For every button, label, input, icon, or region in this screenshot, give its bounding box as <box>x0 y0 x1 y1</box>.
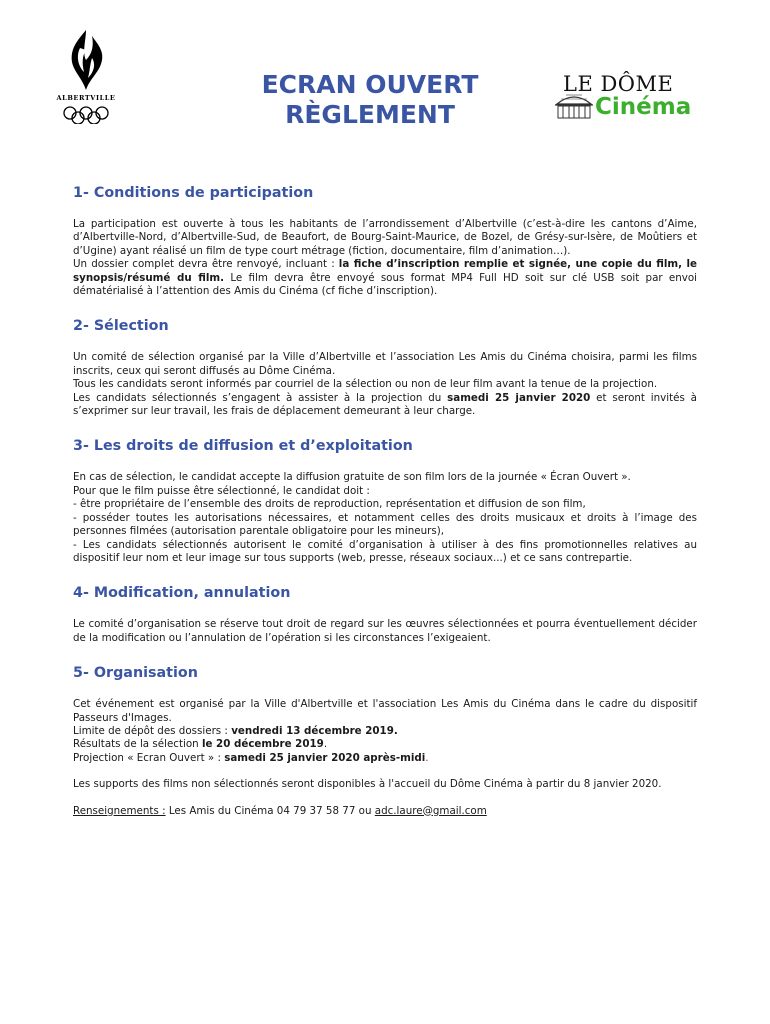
dome-building-icon <box>553 88 595 120</box>
s2-paragraph-1: Un comité de sélection organisé par la Ville d’Albertville et l’association Les Amis du Cinéma choisira, parmi les films inscrits, ceux qui seront diffusés au Dôme Cinéma. <box>73 351 697 377</box>
s1-paragraph-2: Un dossier complet devra être renvoyé, incluant : la fiche d’inscription remplie et signée, une copie du film, le synopsis/résumé du film. Le film devra être envoyé sous format MP4 Full HD soit sur clé USB soit par envoi dématérialisé à l’attention des Amis du Cinéma (cf fiche d’inscription). <box>73 258 697 298</box>
section-2-heading: 2- Sélection <box>73 318 169 335</box>
s5-projection: Projection « Ecran Ouvert » : samedi 25 janvier 2020 après-midi. <box>73 751 429 764</box>
title-line-1: ECRAN OUVERT <box>261 70 479 99</box>
s4-paragraph-1: Le comité d’organisation se réserve tout droit de regard sur les œuvres sélectionnées et pourra éventuellement décider de la modification ou l’annulation de l’opération si les circonstances l’exigeaient. <box>73 618 697 644</box>
albertville-logo <box>56 28 116 126</box>
contact-line: Renseignements : Les Amis du Cinéma 04 79 37 58 77 ou adc.laure@gmail.com <box>73 804 487 817</box>
s2-paragraph-3: Les candidats sélectionnés s’engagent à assister à la projection du samedi 25 janvier 2020 et seront invités à s’exprimer sur leur travail, les frais de déplacement demeurant à leur charge. <box>73 391 697 418</box>
logo-line-1: LE DÔME <box>563 72 674 96</box>
section-4-heading: 4- Modification, annulation <box>73 585 291 602</box>
s5-paragraph-1: Cet événement est organisé par la Ville d'Albertville et l'association Les Amis du Cinéma dans le cadre du dispositif Passeurs d'Images. <box>73 698 697 724</box>
title-line-2: RÈGLEMENT <box>285 100 455 129</box>
document-body <box>73 183 697 818</box>
contact-label: Renseignements : <box>73 804 166 817</box>
contact-email-link[interactable]: adc.laure@gmail.com <box>374 804 487 817</box>
s3-paragraph-5: - Les candidats sélectionnés autorisent le comité d’organisation à utiliser à des fins promotionnelles relatives au dispositif leur nom et leur image sur tous supports (web, presse, réseaux sociaux...) et ce sans contrepartie. <box>73 538 697 564</box>
s2-paragraph-2: Tous les candidats seront informés par courriel de la sélection ou non de leur film avant la tenue de la projection. <box>73 378 658 391</box>
s5-results: Résultats de la sélection le 20 décembre 2019. <box>73 738 328 751</box>
olympic-flame-icon <box>56 28 116 92</box>
section-5-heading: 5- Organisation <box>73 665 198 682</box>
page-title <box>240 70 500 130</box>
s3-paragraph-3: - être propriétaire de l’ensemble des droits de reproduction, représentation et diffusion de son film, <box>73 498 586 511</box>
section-1-heading: 1- Conditions de participation <box>73 185 314 201</box>
logo-text: ALBERTVILLE <box>56 94 116 102</box>
s3-paragraph-4: - posséder toutes les autorisations nécessaires, et notamment celles des droits musicaux et droits à l’image des personnes filmées (autorisation parentale obligatoire pour les mineurs), <box>73 511 697 538</box>
s3-paragraph-1: En cas de sélection, le candidat accepte la diffusion gratuite de son film lors de la journée « Écran Ouvert ». <box>73 471 631 484</box>
olympic-rings-icon <box>62 106 110 124</box>
s3-paragraph-2: Pour que le film puisse être sélectionné, le candidat doit : <box>73 484 370 497</box>
logo-line-2: Cinéma <box>595 94 692 120</box>
section-3-heading: 3- Les droits de diffusion et d’exploitation <box>73 438 413 455</box>
s5-deadline: Limite de dépôt des dossiers : vendredi 13 décembre 2019. <box>73 724 398 737</box>
s5-paragraph-5: Les supports des films non sélectionnés seront disponibles à l'accueil du Dôme Cinéma à partir du 8 janvier 2020. <box>73 778 662 791</box>
s1-paragraph-1: La participation est ouverte à tous les habitants de l’arrondissement d’Albertville (c’est-à-dire les cantons d’Aime, d’Albertville-Nord, d’Albertville-Sud, de Beaufort, de Bourg-Saint-Maurice, de Bozel, de Grésy-sur-Isère, de Moûtiers et d’Ugine) ayant réalisé un film de type court métrage (fiction, documentaire, film d’animation…). <box>73 218 697 257</box>
dome-cinema-logo <box>553 72 713 122</box>
